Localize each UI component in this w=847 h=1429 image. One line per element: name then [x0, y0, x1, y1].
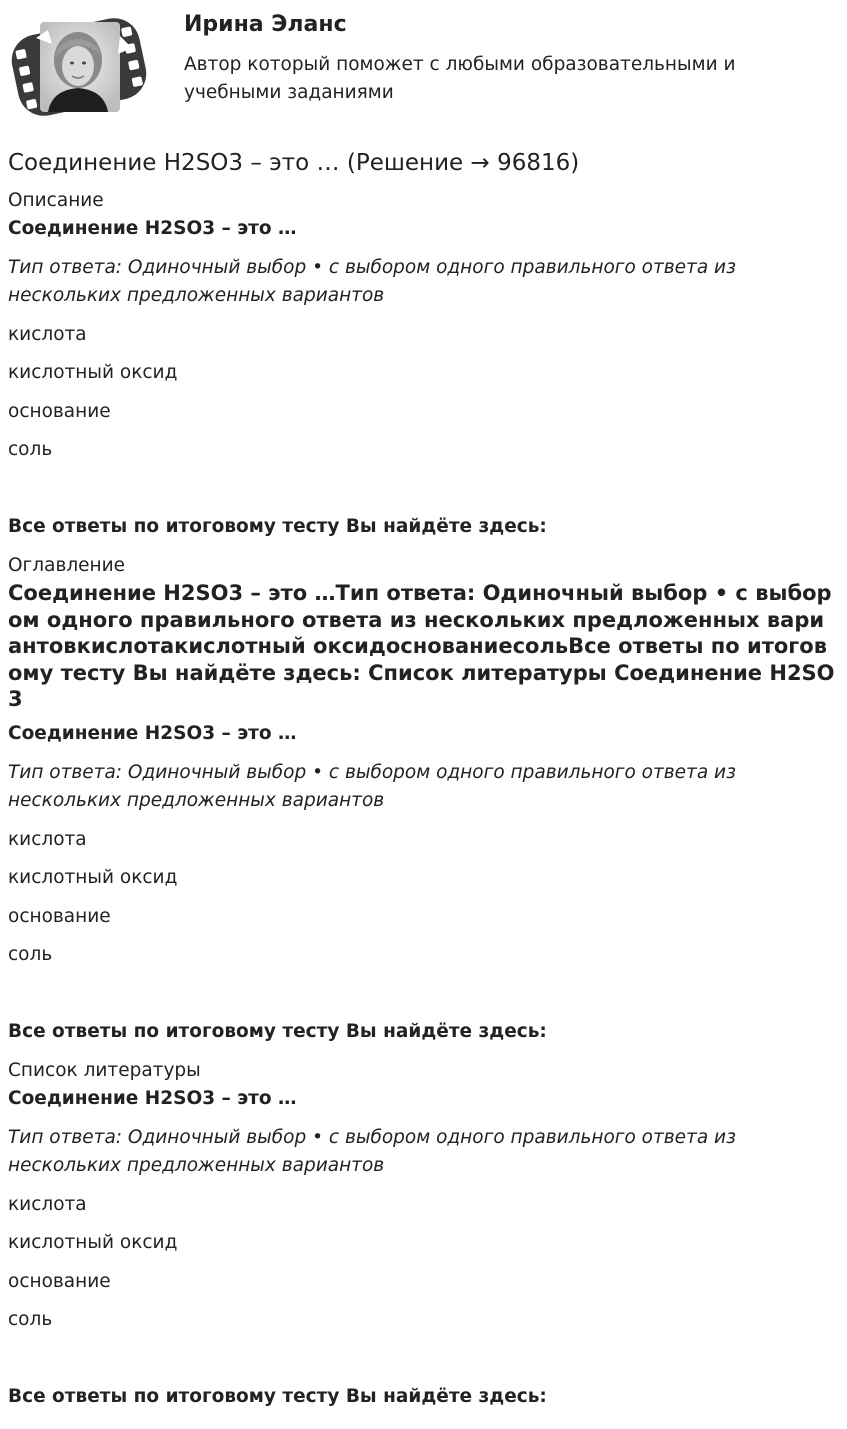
author-photo-icon: [8, 8, 150, 126]
answer-type: Тип ответа: Одиночный выбор • с выбором одного правильного ответа из нескольких предложенных вариантов: [8, 1127, 736, 1176]
document-page: [8, 0, 838, 1407]
question-text: Соединение H2SO3 – это …: [8, 218, 297, 239]
all-answers-text: Все ответы по итоговому тесту Вы найдёте здесь:: [8, 1021, 547, 1042]
page-title: Соединение H2SO3 – это … (Решение → 96816): [8, 150, 580, 176]
all-answers-text: Все ответы по итоговому тесту Вы найдёте здесь:: [8, 1386, 547, 1407]
all-answers-text: Все ответы по итоговому тесту Вы найдёте здесь:: [8, 516, 547, 537]
option-item: соль: [8, 439, 53, 460]
option-item: кислотный оксид: [8, 362, 178, 383]
option-item: основание: [8, 906, 111, 927]
option-item: кислотный оксид: [8, 867, 178, 888]
author-description: Автор который поможет с любыми образовательными и учебными заданиями: [184, 54, 736, 103]
option-item: кислотный оксид: [8, 1232, 178, 1253]
section-label-description: Описание: [8, 190, 104, 211]
author-name[interactable]: Ирина Эланс: [184, 12, 347, 37]
option-item: кислота: [8, 1194, 87, 1215]
answer-type: Тип ответа: Одиночный выбор • с выбором одного правильного ответа из нескольких предложенных вариантов: [8, 762, 736, 811]
question-text: Соединение H2SO3 – это …: [8, 723, 297, 744]
option-item: соль: [8, 944, 53, 965]
option-item: кислота: [8, 829, 87, 850]
author-card: [8, 0, 838, 130]
toc-summary: Соединение H2SO3 – это …Тип ответа: Одиночный выбор • с выбором одного правильного ответа из нескольких предложенных вариантовкислотакислотный оксидоснованиесольВсе ответы по итоговому тесту Вы найдёте здесь: Список литературы Соединение H2SO3: [8, 581, 835, 711]
option-item: основание: [8, 1271, 111, 1292]
author-avatar[interactable]: [8, 8, 150, 126]
question-text: Соединение H2SO3 – это …: [8, 1088, 297, 1109]
option-item: кислота: [8, 324, 87, 345]
section-label-literature: Список литературы: [8, 1060, 201, 1081]
option-item: основание: [8, 401, 111, 422]
answer-type: Тип ответа: Одиночный выбор • с выбором одного правильного ответа из нескольких предложенных вариантов: [8, 257, 736, 306]
option-item: соль: [8, 1309, 53, 1330]
section-label-toc: Оглавление: [8, 555, 126, 576]
